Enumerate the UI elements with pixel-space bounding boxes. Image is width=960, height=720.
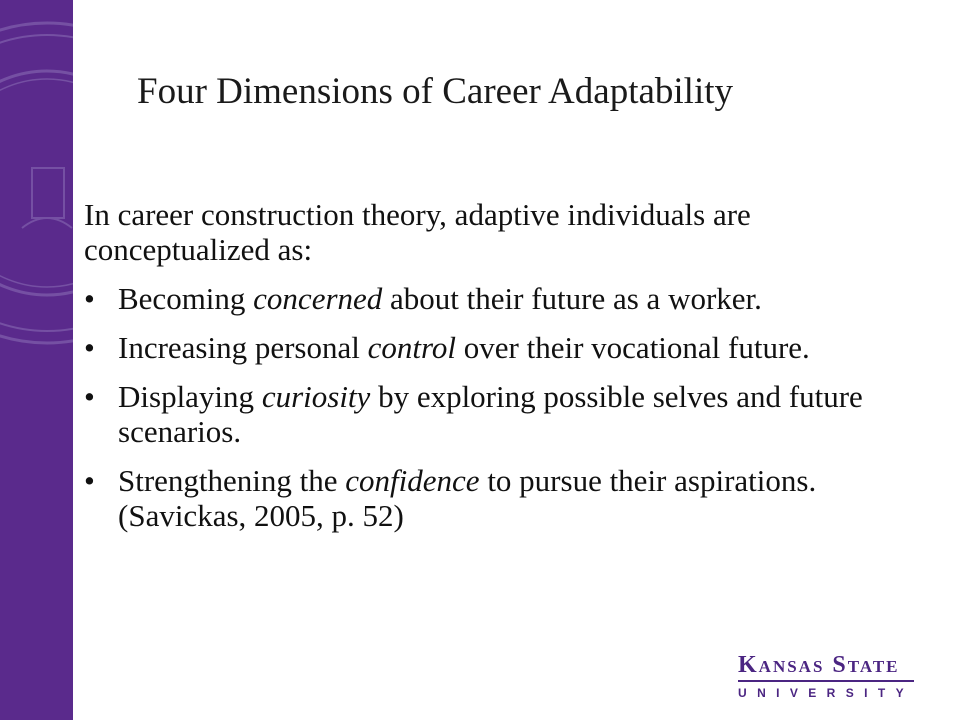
bullet-text: over their vocational future. xyxy=(456,330,810,365)
bullet-emphasis: control xyxy=(367,330,457,365)
bullet-icon: • xyxy=(84,281,95,316)
bullet-icon: • xyxy=(84,330,95,365)
bullet-text: Strengthening the xyxy=(118,463,346,498)
bullet-text: Becoming xyxy=(118,281,254,316)
bullet-list xyxy=(84,281,924,533)
bullet-item xyxy=(84,281,924,316)
bullet-item xyxy=(84,379,924,449)
intro-text: In career construction theory, adaptive individuals are conceptualized as: xyxy=(84,197,751,267)
kansas-state-logo xyxy=(738,652,918,700)
slide-title: Four Dimensions of Career Adaptability xyxy=(137,71,734,112)
bullet-item xyxy=(84,330,924,365)
bullet-text: about their future as a worker. xyxy=(382,281,762,316)
slide-body xyxy=(84,197,924,547)
bullet-icon: • xyxy=(84,379,95,414)
bullet-text: to pursue their aspirations. (Savickas, 2005, p. 52) xyxy=(118,463,817,533)
bullet-emphasis: concerned xyxy=(253,281,383,316)
logo-divider xyxy=(738,680,914,682)
bullet-emphasis: curiosity xyxy=(261,379,371,414)
sidebar-band xyxy=(0,0,73,720)
bullet-text: Displaying xyxy=(118,379,262,414)
bullet-icon: • xyxy=(84,463,95,498)
bullet-emphasis: confidence xyxy=(345,463,480,498)
university-seal-icon xyxy=(0,18,73,348)
bullet-item xyxy=(84,463,924,533)
bullet-text: by exploring possible selves and future scenarios. xyxy=(118,379,863,449)
logo-university: UNIVERSITY xyxy=(738,686,915,700)
logo-wordmark: Kansas State xyxy=(738,652,900,678)
bullet-text: Increasing personal xyxy=(118,330,368,365)
